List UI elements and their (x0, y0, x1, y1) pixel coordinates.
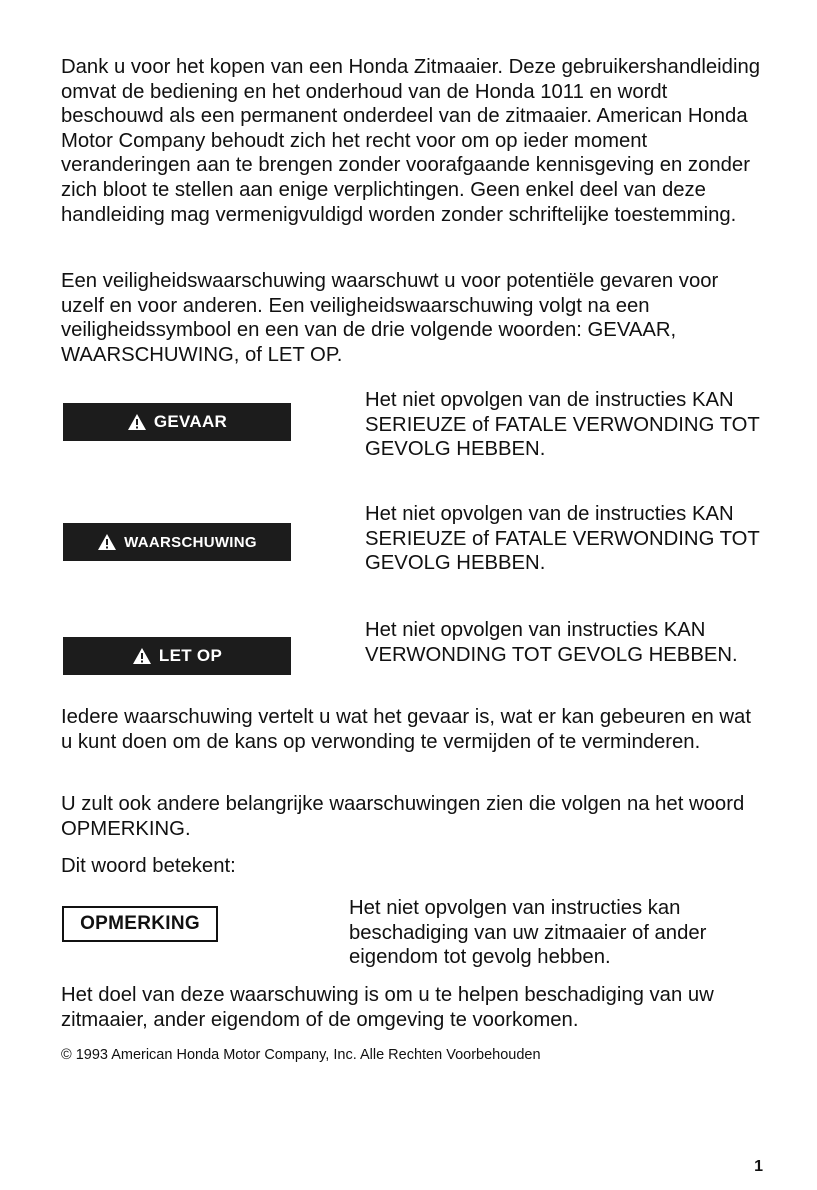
waarschuwing-badge (63, 523, 291, 561)
let-op-badge (63, 637, 291, 675)
waarschuwing-description: Het niet opvolgen van de instructies KAN SERIEUZE of FATALE VERWONDING TOT GEVOLG HEBBEN. (365, 503, 760, 575)
closing-paragraph: Het doel van deze waarschuwing is om u te helpen beschadiging van uw zitmaaier, ander eigendom of de omgeving te voorkomen. (61, 984, 714, 1031)
explanation-paragraph-3: Dit woord betekent: (61, 855, 236, 877)
warning-triangle-icon (132, 647, 152, 665)
opmerking-description: Het niet opvolgen van instructies kan beschadiging van uw zitmaaier of ander eigendom tot gevolg hebben. (349, 897, 707, 969)
copyright-notice: © 1993 American Honda Motor Company, Inc. Alle Rechten Voorbehouden (61, 1047, 541, 1063)
waarschuwing-label: WAARSCHUWING (124, 533, 257, 551)
page-number: 1 (754, 1158, 763, 1175)
warning-triangle-icon (97, 533, 117, 551)
opmerking-label: OPMERKING (80, 913, 200, 934)
explanation-paragraph-1: Iedere waarschuwing vertelt u wat het gevaar is, wat er kan gebeuren en wat u kunt doen om de kans op verwonding te vermijden of te verminderen. (61, 706, 751, 753)
gevaar-description: Het niet opvolgen van de instructies KAN SERIEUZE of FATALE VERWONDING TOT GEVOLG HEBBEN. (365, 389, 760, 461)
let-op-label: LET OP (158, 646, 223, 665)
warning-triangle-icon (127, 413, 147, 431)
intro-paragraph-1: Dank u voor het kopen van een Honda Zitmaaier. Deze gebruikershandleiding omvat de bediening en het onderhoud van de Honda 1011 en wordt beschouwd als een permanent onderdeel van de zitmaaier. American Honda Motor Company behoudt zich het recht voor om op ieder moment veranderingen aan te brengen zonder voorafgaande kennisgeving en zonder zich bloot te stellen aan enige verplichtingen. Geen enkel deel van deze handleiding mag vermenigvuldigd worden zonder schriftelijke toestemming. (61, 56, 761, 226)
let-op-description: Het niet opvolgen van instructies KAN VERWONDING TOT GEVOLG HEBBEN. (365, 619, 738, 666)
gevaar-badge (63, 403, 291, 441)
gevaar-label: GEVAAR (153, 412, 228, 431)
intro-paragraph-2: Een veiligheidswaarschuwing waarschuwt u voor potentiële gevaren voor uzelf en voor anderen. Een veiligheidswaarschuwing volgt na een veiligheidssymbool en een van de drie volgende woorden: GEVAAR, WAARSCHUWING, of LET OP. (61, 270, 719, 366)
explanation-paragraph-2: U zult ook andere belangrijke waarschuwingen zien die volgen na het woord OPMERKING. (61, 793, 745, 840)
opmerking-box (62, 906, 218, 942)
